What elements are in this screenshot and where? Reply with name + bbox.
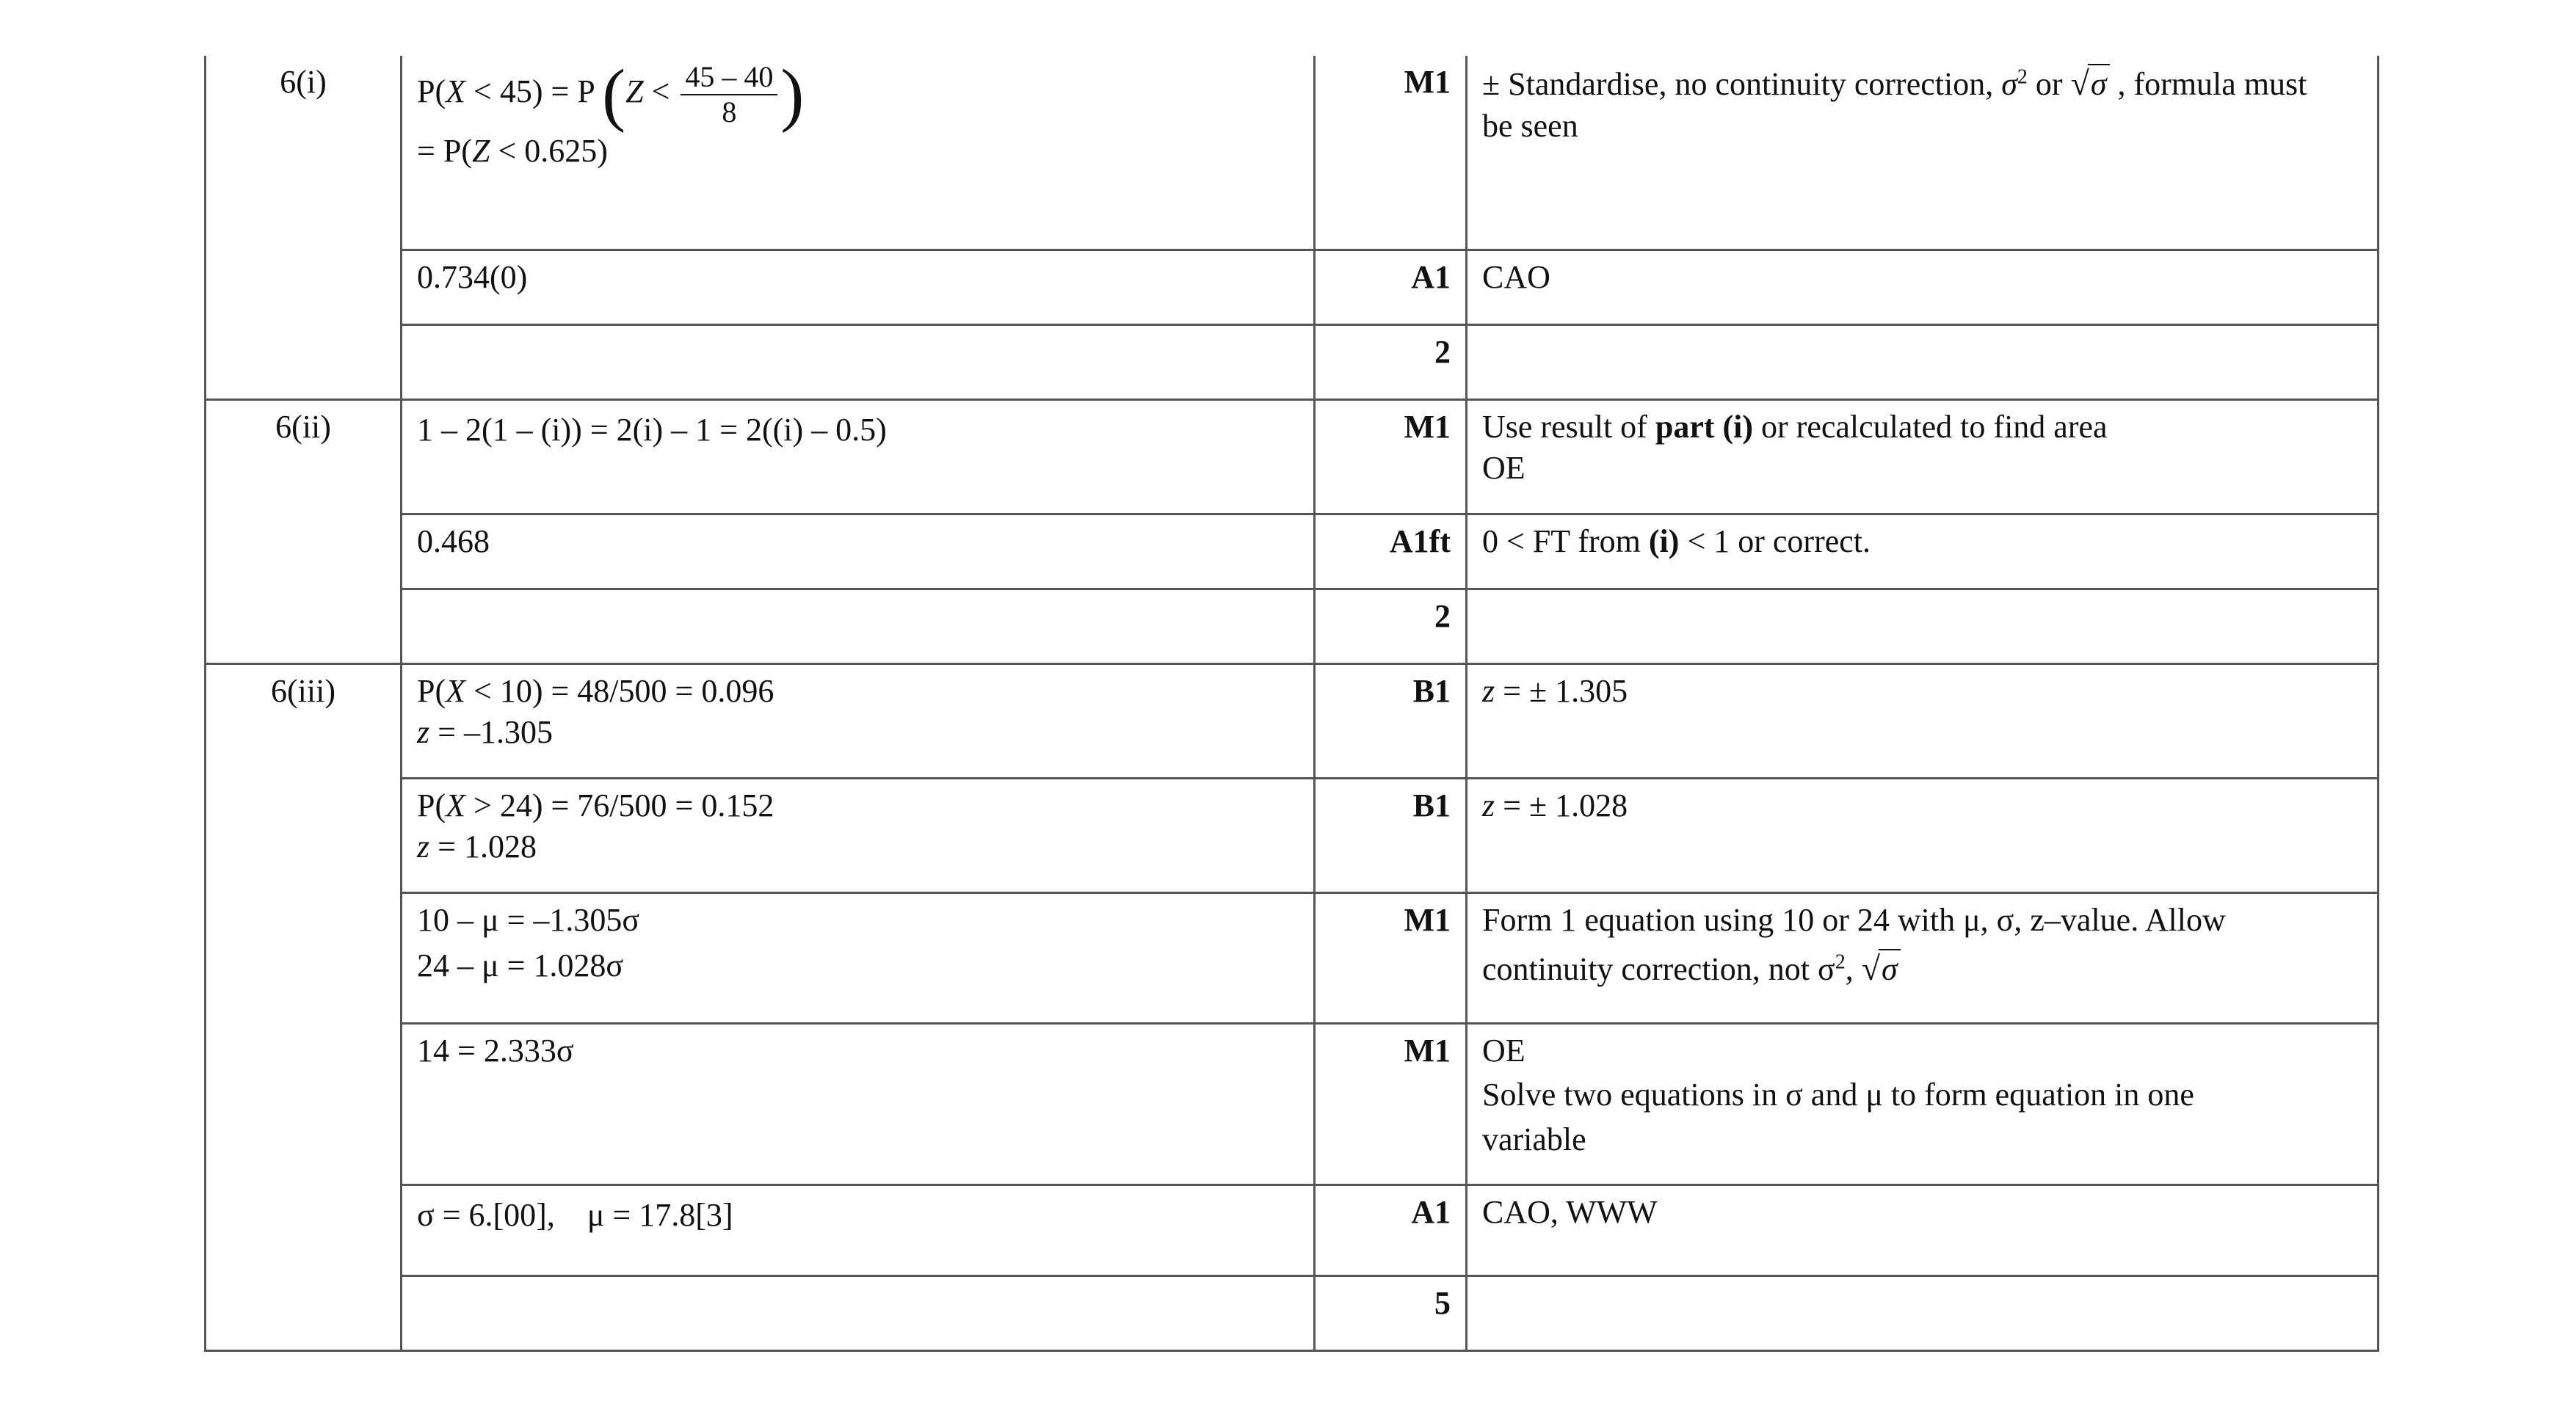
table-row xyxy=(206,778,2379,892)
guidance-cell: CAO, WWW xyxy=(1467,1185,2379,1276)
table-row xyxy=(206,1023,2379,1185)
guidance-text: , xyxy=(1845,951,1862,988)
mark-code: A1 xyxy=(1315,250,1467,324)
answer-cell xyxy=(402,778,1315,892)
superscript: 2 xyxy=(1835,950,1846,974)
part-total: 2 xyxy=(1315,324,1467,399)
guidance-cell xyxy=(1467,1023,2379,1185)
answer-variable: X xyxy=(446,672,466,709)
table-row xyxy=(206,663,2379,778)
guidance-text: = ± 1.305 xyxy=(1495,672,1628,709)
fraction-numerator: 45 – 40 xyxy=(681,60,777,95)
answer-cell xyxy=(402,1185,1315,1276)
answer-text: < 0.625) xyxy=(490,133,608,169)
answer-text: P( xyxy=(417,672,446,709)
guidance-text: or recalculated to find area xyxy=(1753,408,2108,445)
guidance-variable: z xyxy=(1482,787,1495,823)
guidance-cell xyxy=(1467,778,2379,892)
fraction-denominator: 8 xyxy=(722,95,737,128)
table-row xyxy=(206,1276,2379,1350)
answer-equation: 24 – μ = 1.028σ xyxy=(417,947,624,984)
guidance-text: continuity correction, not σ xyxy=(1482,951,1835,988)
guidance-text: Form 1 equation using 10 or 24 with μ, σ, z–value. Allow xyxy=(1482,901,2226,938)
question-number: 6(ii) xyxy=(206,399,402,663)
right-paren: ) xyxy=(780,56,805,134)
answer-equation: σ = 6.[00], xyxy=(417,1196,555,1233)
answer-cell xyxy=(402,663,1315,778)
guidance-variable: z xyxy=(1482,672,1495,709)
guidance-cell: CAO xyxy=(1467,250,2379,324)
mark-scheme-table xyxy=(204,56,2379,1352)
part-total: 5 xyxy=(1315,1276,1467,1350)
guidance-bold-text: part (i) xyxy=(1655,408,1754,445)
sqrt-symbol: √ xyxy=(2070,65,2089,102)
left-paren: ( xyxy=(602,56,626,134)
answer-text: = P( xyxy=(417,133,472,169)
answer-cell xyxy=(402,1276,1315,1350)
answer-text: P( xyxy=(417,787,446,823)
answer-cell: 0.468 xyxy=(402,514,1315,589)
answer-equation: μ = 17.8[3] xyxy=(587,1196,733,1233)
answer-text: < 45) = P xyxy=(465,73,595,110)
guidance-text: OE xyxy=(1482,1032,1525,1069)
question-number: 6(i) xyxy=(206,56,402,399)
answer-variable: X xyxy=(446,73,466,110)
guidance-text: , formula must xyxy=(2109,66,2307,102)
sqrt-symbol: √ xyxy=(1861,950,1880,988)
guidance-cell xyxy=(1467,56,2379,250)
answer-cell: 0.734(0) xyxy=(402,250,1315,324)
mark-code: B1 xyxy=(1315,778,1467,892)
table-row xyxy=(206,1185,2379,1276)
table-row xyxy=(206,892,2379,1023)
guidance-text: OE xyxy=(1482,450,1525,487)
sqrt-argument: σ xyxy=(2088,64,2110,104)
answer-cell: 14 = 2.333σ xyxy=(402,1023,1315,1185)
guidance-cell xyxy=(1467,514,2379,589)
mark-code: M1 xyxy=(1315,892,1467,1023)
mark-code: M1 xyxy=(1315,399,1467,514)
part-total: 2 xyxy=(1315,589,1467,663)
question-number: 6(iii) xyxy=(206,663,402,1350)
guidance-text: Solve two equations in σ and μ to form equation in one xyxy=(1482,1077,2194,1113)
answer-cell xyxy=(402,399,1315,514)
sigma-symbol: σ xyxy=(2001,66,2017,102)
table-row xyxy=(206,589,2379,663)
guidance-bold-text: (i) xyxy=(1648,523,1680,559)
guidance-text: Use result of xyxy=(1482,408,1655,445)
table-row xyxy=(206,399,2379,514)
answer-equation: 10 – μ = –1.305σ xyxy=(417,901,640,938)
answer-text: = –1.305 xyxy=(429,714,553,751)
guidance-cell xyxy=(1467,324,2379,399)
guidance-text: be seen xyxy=(1482,107,1578,144)
fraction xyxy=(681,60,777,129)
mark-code: M1 xyxy=(1315,56,1467,250)
guidance-text: < 1 or correct. xyxy=(1679,523,1871,559)
sqrt-argument: σ xyxy=(1879,949,1901,989)
table-row xyxy=(206,514,2379,589)
guidance-text: or xyxy=(2027,66,2071,102)
superscript: 2 xyxy=(2017,65,2028,89)
table-row xyxy=(206,324,2379,399)
answer-variable: X xyxy=(446,787,466,823)
answer-text: < 10) = 48/500 = 0.096 xyxy=(465,672,774,709)
answer-cell xyxy=(402,892,1315,1023)
answer-text: > 24) = 76/500 = 0.152 xyxy=(465,787,774,823)
guidance-text: = ± 1.028 xyxy=(1495,787,1628,823)
answer-cell xyxy=(402,589,1315,663)
guidance-cell xyxy=(1467,399,2379,514)
table-row xyxy=(206,250,2379,324)
guidance-text: Standardise, no continuity correction, xyxy=(1500,66,2002,102)
mark-code: A1ft xyxy=(1315,514,1467,589)
answer-variable: z xyxy=(417,714,430,751)
plus-minus-symbol: ± xyxy=(1482,66,1501,102)
guidance-cell xyxy=(1467,663,2379,778)
guidance-cell xyxy=(1467,1276,2379,1350)
guidance-text: 0 < FT from xyxy=(1482,523,1649,559)
answer-text: 1 – 2(1 – (i)) = 2(i) – 1 = 2((i) – 0.5) xyxy=(417,411,887,448)
guidance-cell xyxy=(1467,892,2379,1023)
answer-variable: Z xyxy=(471,133,490,169)
mark-code: A1 xyxy=(1315,1185,1467,1276)
answer-variable: Z xyxy=(625,73,644,110)
answer-text: = 1.028 xyxy=(429,829,537,865)
guidance-text: variable xyxy=(1482,1121,1586,1158)
mark-code: B1 xyxy=(1315,663,1467,778)
answer-text: < xyxy=(643,73,670,110)
answer-variable: z xyxy=(417,829,430,865)
answer-cell xyxy=(402,56,1315,250)
answer-cell xyxy=(402,324,1315,399)
answer-text: P( xyxy=(417,73,446,110)
mark-code: M1 xyxy=(1315,1023,1467,1185)
table-row xyxy=(206,56,2379,250)
guidance-cell xyxy=(1467,589,2379,663)
